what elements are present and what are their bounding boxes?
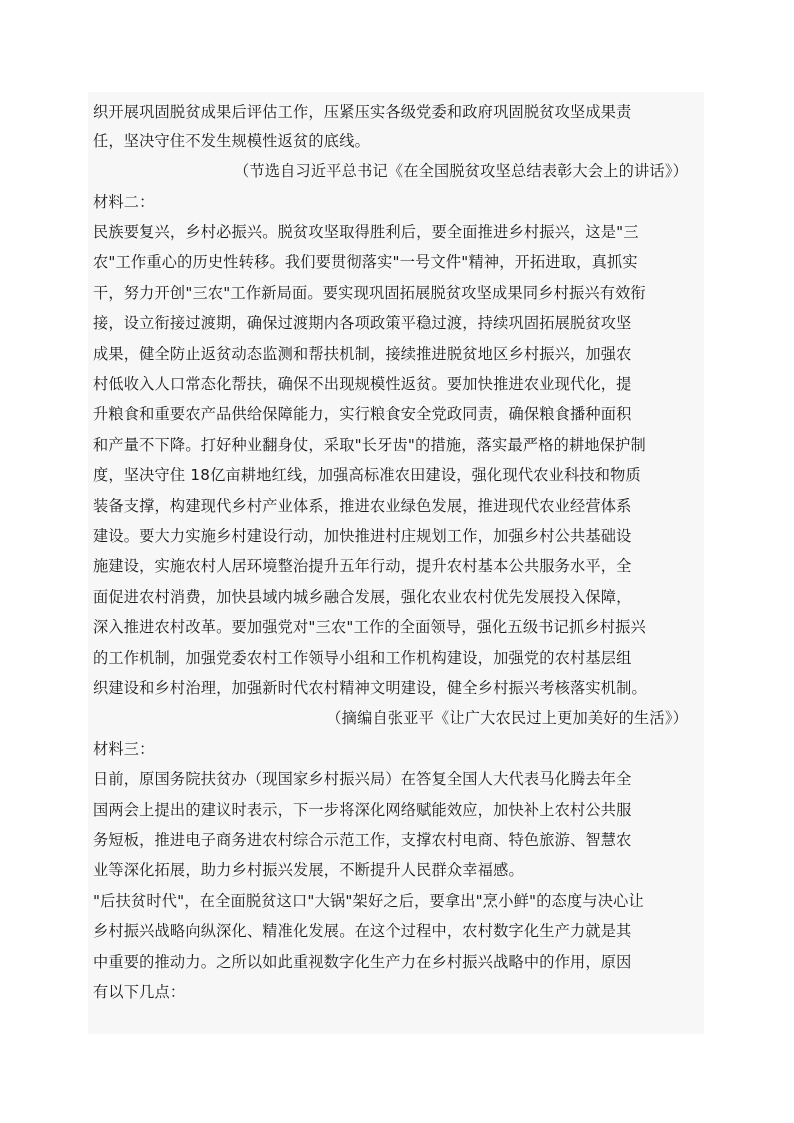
paragraph-line: 农"工作重心的历史性转移。我们要贯彻落实"一号文件"精神，开拓进取，真抓实 [93, 253, 638, 271]
source-citation: （摘编自张亚平《让广大农民过上更加美好的生活》） [326, 709, 688, 727]
paragraph-line: 建设。要大力实施乡村建设行动，加快推进村庄规划工作，加强乡村公共基础设 [93, 527, 632, 545]
paragraph-line: "后扶贫时代"，在全面脱贫这口"大锅"架好之后，要拿出"烹小鲜"的态度与决心让 [93, 892, 644, 910]
paragraph-line: 和产量不下降。打好种业翻身仗，采取"长牙齿"的措施，落实最严格的耕地保护制 [93, 436, 646, 454]
paragraph-line: 日前，原国务院扶贫办（现国家乡村振兴局）在答复全国人大代表马化腾去年全 [93, 770, 632, 788]
section-heading: 材料三： [93, 740, 155, 758]
paragraph-line: 中重要的推动力。之所以如此重视数字化生产力在乡村振兴战略中的作用，原因 [93, 953, 632, 971]
paragraph-line: 业等深化拓展，助力乡村振兴发展，不断提升人民群众幸福感。 [93, 861, 524, 879]
paragraph-line: 成果，健全防止返贫动态监测和帮扶机制，接续推进脱贫地区乡村振兴，加强农 [93, 345, 632, 363]
section-heading: 材料二： [93, 193, 155, 211]
paragraph-line: 民族要复兴，乡村必振兴。脱贫攻坚取得胜利后，要全面推进乡村振兴，这是"三 [93, 223, 639, 241]
paragraph-line: 度，坚决守住 18亿亩耕地红线，加强高标准农田建设，强化现代农业科技和物质 [93, 466, 641, 484]
paragraph-line: 村低收入人口常态化帮扶，确保不出现规模性返贫。要加快推进农业现代化，提 [93, 375, 632, 393]
paragraph-line: 的工作机制，加强党委农村工作领导小组和工作机构建设，加强党的农村基层组 [93, 649, 632, 667]
paragraph-line: 务短板，推进电子商务进农村综合示范工作，支撑农村电商、特色旅游、智慧农 [93, 831, 632, 849]
paragraph-line: 接，设立衔接过渡期，确保过渡期内各项政策平稳过渡，持续巩固拓展脱贫攻坚 [93, 314, 632, 332]
paragraph-line: 升粮食和重要农产品供给保障能力，实行粮食安全党政同责，确保粮食播种面积 [93, 405, 632, 423]
paragraph-line: 干，努力开创"三农"工作新局面。要实现巩固拓展脱贫攻坚成果同乡村振兴有效衔 [93, 284, 646, 302]
paragraph-line: 织开展巩固脱贫成果后评估工作，压紧压实各级党委和政府巩固脱贫攻坚成果责 [93, 103, 632, 121]
paragraph-line: 施建设，实施农村人居环境整治提升五年行动，提升农村基本公共服务水平，全 [93, 557, 632, 575]
paragraph-line: 织建设和乡村治理，加强新时代农村精神文明建设，健全乡村振兴考核落实机制。 [93, 679, 647, 697]
paragraph-line: 乡村振兴战略向纵深化、精准化发展。在这个过程中，农村数字化生产力就是其 [93, 922, 632, 940]
paragraph-line: 国两会上提出的建议时表示，下一步将深化网络赋能效应，加快补上农村公共服 [93, 801, 632, 819]
paragraph-line: 任，坚决守住不发生规模性返贫的底线。 [93, 132, 370, 150]
paragraph-line: 深入推进农村改革。要加强党对"三农"工作的全面领导，强化五级书记抓乡村振兴 [93, 618, 646, 636]
paragraph-line: 有以下几点： [93, 983, 186, 1001]
source-citation: （节选自习近平总书记《在全国脱贫攻坚总结表彰大会上的讲话》） [233, 162, 688, 180]
paragraph-line: 装备支撑，构建现代乡村产业体系，推进农业绿色发展，推进现代农业经营体系 [93, 497, 632, 515]
paragraph-line: 面促进农村消费，加快县域内城乡融合发展，强化农业农村优先发展投入保障， [93, 588, 632, 606]
